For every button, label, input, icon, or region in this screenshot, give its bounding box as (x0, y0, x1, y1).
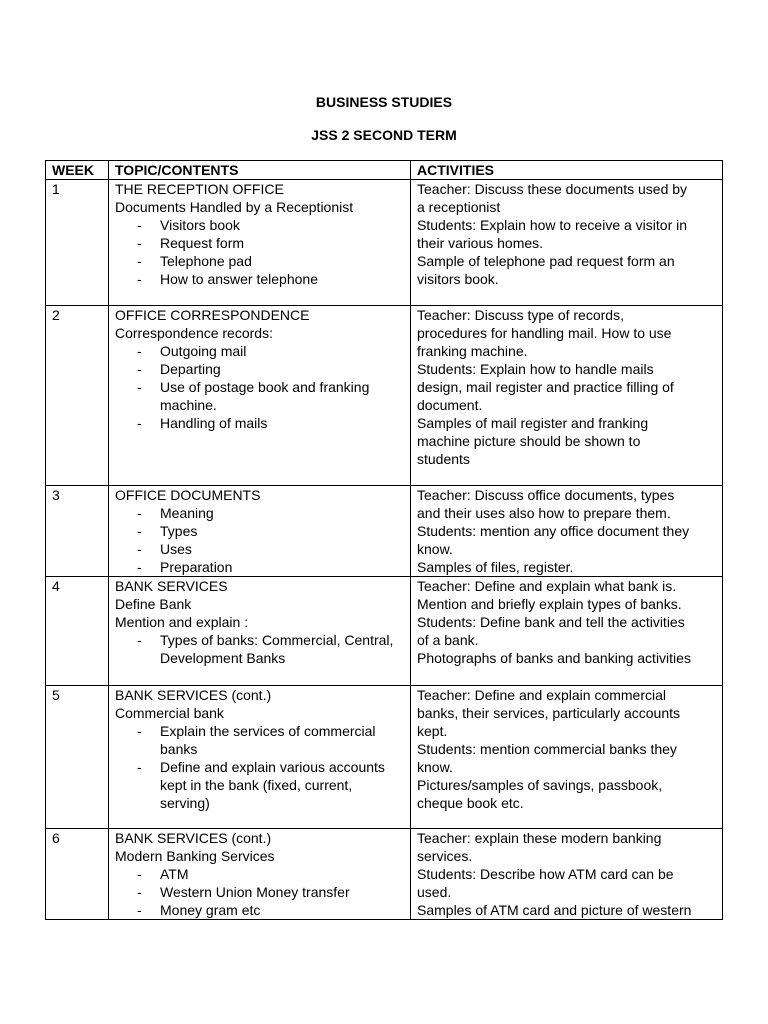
week-cell: 2 (46, 306, 109, 486)
dash-bullet: - (137, 235, 142, 251)
list-item (115, 631, 404, 667)
activities-cell (411, 486, 723, 577)
activities-cell (411, 180, 723, 306)
list-item (115, 901, 404, 919)
dash-bullet: - (137, 541, 142, 557)
list-item (115, 252, 404, 270)
activity-line: their various homes. (417, 235, 544, 251)
subtopic-text: Telephone pad (160, 253, 252, 269)
dash-bullet: - (137, 505, 142, 521)
topic-cell (109, 829, 411, 920)
list-item (115, 504, 404, 522)
topic-heading: BANK SERVICES (cont.) (115, 830, 272, 846)
activity-line: Teacher: Discuss office documents, types (417, 487, 675, 503)
dash-bullet: - (137, 759, 142, 775)
list-item (115, 558, 404, 576)
list-item (115, 540, 404, 558)
header-topic: TOPIC/CONTENTS (109, 161, 411, 180)
topic-line: Modern Banking Services (115, 848, 275, 864)
dash-bullet: - (137, 379, 142, 395)
activity-line: kept. (417, 723, 448, 739)
subtopic-text: Define and explain various accounts kept in the bank (fixed, current, serving) (160, 759, 385, 811)
topic-heading: OFFICE CORRESPONDENCE (115, 307, 310, 323)
dash-bullet: - (137, 361, 142, 377)
week-cell: 4 (46, 577, 109, 686)
week-cell: 5 (46, 686, 109, 829)
topic-cell (109, 577, 411, 686)
topic-heading: BANK SERVICES (115, 578, 228, 594)
topic-line: Commercial bank (115, 705, 224, 721)
subtopic-text: Explain the services of commercial banks (160, 723, 376, 757)
dash-bullet: - (137, 559, 142, 575)
topic-subtopics-list (115, 342, 404, 432)
activity-line: Samples of mail register and franking (417, 415, 649, 431)
topic-cell (109, 686, 411, 829)
activity-line: and their uses also how to prepare them. (417, 505, 671, 521)
table-row (46, 486, 723, 577)
subtopic-text: Request form (160, 235, 245, 251)
table-row (46, 829, 723, 920)
topic-cell (109, 180, 411, 306)
subtopic-text: Types of banks: Commercial, Central, Development Banks (160, 632, 394, 666)
topic-line: Define Bank (115, 596, 192, 612)
subtopic-text: Meaning (160, 505, 214, 521)
activity-line: know. (417, 759, 453, 775)
activities-cell (411, 306, 723, 486)
topic-line: Documents Handled by a Receptionist (115, 199, 354, 215)
subtopic-text: Preparation (160, 559, 233, 575)
subtopic-text: Money gram etc (160, 902, 261, 918)
activity-line: Students: Explain how to receive a visitor in (417, 217, 688, 233)
activities-cell (411, 577, 723, 686)
activity-line: know. (417, 541, 453, 557)
topic-subtopics-list (115, 631, 404, 667)
list-item (115, 234, 404, 252)
dash-bullet: - (137, 884, 142, 900)
subtopic-text: Uses (160, 541, 192, 557)
activity-line: Teacher: explain these modern banking (417, 830, 662, 846)
table-row (46, 577, 723, 686)
list-item (115, 342, 404, 360)
topic-subtopics-list (115, 865, 404, 919)
activity-line: Mention and briefly explain types of banks. (417, 596, 682, 612)
dash-bullet: - (137, 723, 142, 739)
table-row (46, 686, 723, 829)
dash-bullet: - (137, 523, 142, 539)
activity-line: Teacher: Define and explain what bank is. (417, 578, 677, 594)
activity-line: visitors book. (417, 271, 499, 287)
activity-line: services. (417, 848, 473, 864)
list-item (115, 722, 404, 758)
topic-heading: THE RECEPTION OFFICE (115, 181, 284, 197)
activity-line: a receptionist (417, 199, 501, 215)
activity-line: Photographs of banks and banking activities (417, 650, 691, 666)
subtopic-text: Visitors book (160, 217, 240, 233)
activity-line: Students: mention any office document they (417, 523, 690, 539)
document-title: BUSINESS STUDIES (315, 94, 453, 110)
subtopic-text: How to answer telephone (160, 271, 318, 287)
activity-line: design, mail register and practice filling of (417, 379, 674, 395)
list-item (115, 360, 404, 378)
dash-bullet: - (137, 632, 142, 648)
list-item (115, 758, 404, 812)
topic-heading: BANK SERVICES (cont.) (115, 687, 272, 703)
activity-line: Sample of telephone pad request form an (417, 253, 675, 269)
activity-line: Samples of ATM card and picture of western (417, 902, 692, 918)
header-row (46, 161, 723, 180)
topic-cell (109, 306, 411, 486)
subtopic-text: Handling of mails (160, 415, 268, 431)
activity-line: machine picture should be shown to (417, 433, 641, 449)
subtopic-text: Outgoing mail (160, 343, 247, 359)
table-row (46, 180, 723, 306)
activity-line: Teacher: Discuss these documents used by (417, 181, 688, 197)
scheme-of-work-table (45, 160, 723, 920)
activity-line: students (417, 451, 470, 467)
dash-bullet: - (137, 271, 142, 287)
activity-line: Students: Describe how ATM card can be (417, 866, 674, 882)
header-week: WEEK (46, 161, 109, 180)
activity-line: franking machine. (417, 343, 528, 359)
week-cell: 3 (46, 486, 109, 577)
subtopic-text: Departing (160, 361, 221, 377)
topic-line: Mention and explain : (115, 614, 249, 630)
activity-line: Students: Define bank and tell the activities (417, 614, 685, 630)
activity-line: banks, their services, particularly accounts (417, 705, 680, 721)
list-item (115, 883, 404, 901)
subtopic-text: Use of postage book and franking machine. (160, 379, 370, 413)
week-cell: 1 (46, 180, 109, 306)
activity-line: Teacher: Define and explain commercial (417, 687, 667, 703)
topic-heading: OFFICE DOCUMENTS (115, 487, 261, 503)
table-row (46, 306, 723, 486)
dash-bullet: - (137, 415, 142, 431)
list-item (115, 414, 404, 432)
list-item (115, 270, 404, 288)
header-activities: ACTIVITIES (411, 161, 723, 180)
activity-line: of a bank. (417, 632, 479, 648)
activities-cell (411, 686, 723, 829)
dash-bullet: - (137, 217, 142, 233)
document-subtitle: JSS 2 SECOND TERM (311, 127, 457, 143)
activity-line: Students: mention commercial banks they (417, 741, 677, 757)
topic-subtopics-list (115, 504, 404, 576)
activity-line: Pictures/samples of savings, passbook, (417, 777, 663, 793)
topic-subtopics-list (115, 216, 404, 288)
activities-cell (411, 829, 723, 920)
dash-bullet: - (137, 902, 142, 918)
dash-bullet: - (137, 343, 142, 359)
subtopic-text: Western Union Money transfer (160, 884, 350, 900)
subtopic-text: Types (160, 523, 198, 539)
activity-line: used. (417, 884, 452, 900)
dash-bullet: - (137, 866, 142, 882)
dash-bullet: - (137, 253, 142, 269)
subtopic-text: ATM (160, 866, 189, 882)
topic-subtopics-list (115, 722, 404, 812)
list-item (115, 216, 404, 234)
week-cell: 6 (46, 829, 109, 920)
activity-line: Students: Explain how to handle mails (417, 361, 654, 377)
activity-line: Teacher: Discuss type of records, (417, 307, 624, 323)
activity-line: cheque book etc. (417, 795, 524, 811)
list-item (115, 865, 404, 883)
activity-line: procedures for handling mail. How to use (417, 325, 672, 341)
list-item (115, 522, 404, 540)
list-item (115, 378, 404, 414)
topic-cell (109, 486, 411, 577)
activity-line: Samples of files, register. (417, 559, 574, 575)
topic-line: Correspondence records: (115, 325, 273, 341)
activity-line: document. (417, 397, 483, 413)
